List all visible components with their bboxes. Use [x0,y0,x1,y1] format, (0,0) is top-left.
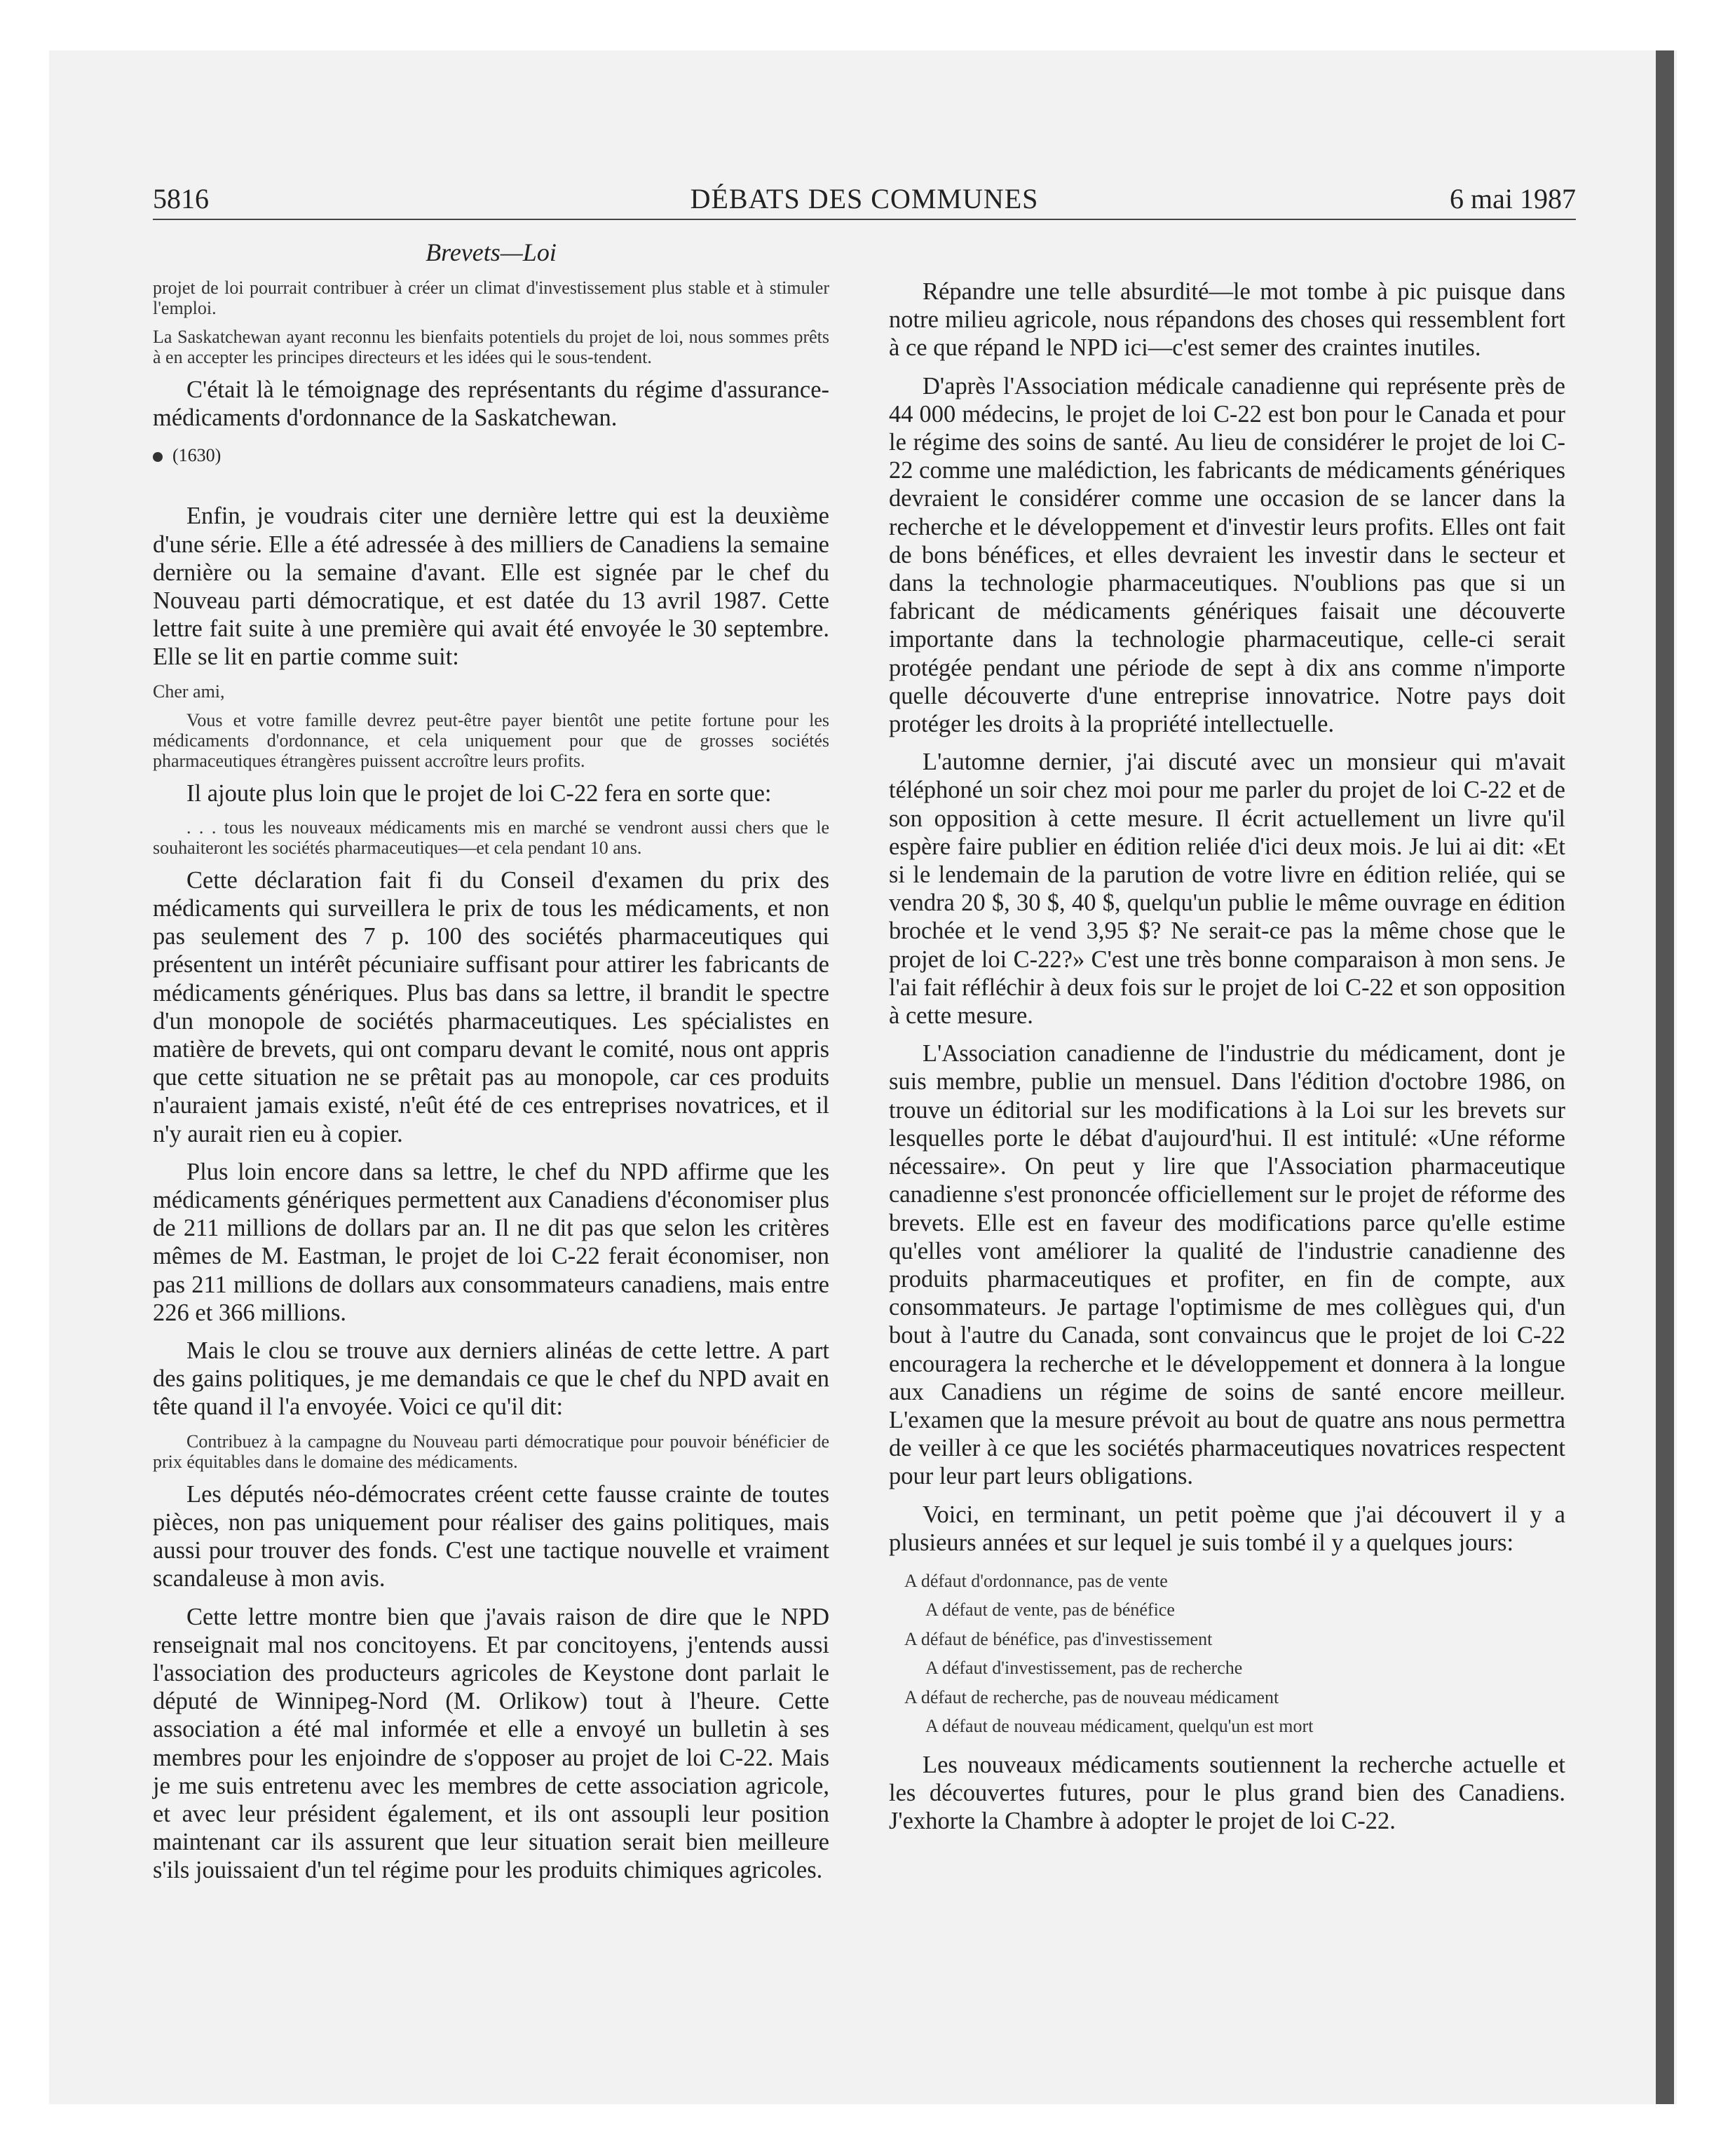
poem-line: A défaut de vente, pas de bénéfice [925,1599,1175,1621]
right-column [889,278,1565,1845]
paragraph: L'Association canadienne de l'industrie du médicament, dont je suis membre, publie un mensuel. Dans l'édition d'octobre 1986, on trouve un éditorial sur les modifications à la Loi sur les brevets sur lesquelles porte le débat d'aujourd'hui. Il est intitulé: «Une réforme nécessaire». On peut y lire que l'Association pharmaceutique canadienne s'est prononcée officiellement sur le projet de réforme des brevets. Elle est en faveur des modifications parce qu'elle estime qu'elles vont améliorer la qualité de l'industrie canadienne des produits pharmaceutiques et profiter, en fin de compte, aux consommateurs. Je partage l'optimisme de mes collègues qui, d'un bout à l'autre du Canada, sont convaincus que le projet de loi C-22 encouragera la recherche et le développement et donnera à la longue aux Canadiens un régime de soins de santé encore meilleur. L'examen que la mesure prévoit au bout de quatre ans nous permettra de veiller à ce que les sociétés pharmaceutiques novatrices respectent pour leur part leurs obligations. [889,1040,1565,1490]
quote-block: projet de loi pourrait contribuer à créer un climat d'investissement plus stable et à stimuler l'emploi. [153,278,829,318]
quote-block: Contribuez à la campagne du Nouveau parti démocratique pour pouvoir bénéficier de prix équitables dans le domaine des médicaments. [153,1431,829,1472]
paragraph: C'était là le témoignage des représentants du régime d'assurance-médicaments d'ordonnance de la Saskatchewan. [153,376,829,432]
poem-line: A défaut d'ordonnance, pas de vente [904,1570,1168,1591]
paragraph: D'après l'Association médicale canadienne qui représente près de 44 000 médecins, le projet de loi C-22 est bon pour le Canada et pour le régime des soins de santé. Au lieu de considérer le projet de loi C-22 comme une malédiction, les fabricants de médicaments génériques devraient le considérer comme une occasion de se lancer dans la recherche et le développement et d'investir leurs profits. Elles ont fait de bons bénéfices, et elles devraient les investir dans le secteur et dans la technologie pharmaceutiques. N'oublions pas que si un fabricant de médicaments génériques faisait une découverte importante dans la technologie pharmaceutique, celle-ci serait protégée pendant une période de sept à dix ans comme n'importe quelle découverte d'une entreprise innovatrice. Notre pays doit protéger les droits à la propriété intellectuelle. [889,372,1565,738]
quote-block: La Saskatchewan ayant reconnu les bienfaits potentiels du projet de loi, nous sommes prêts à en accepter les principes directeurs et les idées qui le sous-tendent. [153,327,829,367]
scan-edge-bar [1656,50,1674,2104]
poem-line: A défaut de nouveau médicament, quelqu'un est mort [925,1716,1314,1737]
paragraph: Les députés néo-démocrates créent cette fausse crainte de toutes pièces, non pas uniquement pour réaliser des gains politiques, mais aussi pour trouver des fonds. C'est une tactique nouvelle et vraiment scandaleuse à mon avis. [153,1480,829,1592]
page-date: 6 mai 1987 [1450,183,1576,214]
timestamp-marker [153,442,829,470]
paragraph: Cette lettre montre bien que j'avais raison de dire que le NPD renseignait mal nos concitoyens. Et par concitoyens, j'entends aussi l'association des producteurs agricoles de Keystone dont parlait le député de Winnipeg-Nord (M. Orlikow) tout à l'heure. Cette association a été mal informée et elle a envoyé un bulletin à ses membres pour les enjoindre de s'opposer au projet de loi C-22. Mais je me suis entretenu avec les membres de cette association agricole, et avec leur président également, et ils ont assoupli leur position maintenant car ils assurent que leur situation serait bien meilleure s'ils jouissaient d'un tel régime pour les produits chimiques agricoles. [153,1603,829,1884]
paragraph: Mais le clou se trouve aux derniers alinéas de cette lettre. A part des gains politiques, je me demandais ce que le chef du NPD avait en tête quand il l'a envoyée. Voici ce qu'il dit: [153,1337,829,1421]
quote-block: . . . tous les nouveaux médicaments mis en marché se vendront aussi chers que le souhaiteront les sociétés pharmaceutiques—et cela pendant 10 ans. [153,817,829,858]
subject-heading: Brevets—Loi [426,238,557,266]
quote-block: Vous et votre famille devrez peut-être payer bientôt une petite fortune pour les médicaments d'ordonnance, et cela uniquement pour que de grosses sociétés pharmaceutiques étrangères puissent accroître leurs profits. [153,709,829,771]
paragraph: Il ajoute plus loin que le projet de loi C-22 fera en sorte que: [186,779,772,807]
paragraph: Répandre une telle absurdité—le mot tombe à pic puisque dans notre milieu agricole, nous répandons des choses qui ressemblent fort à ce que répand le NPD ici—c'est semer des craintes inutiles. [889,278,1565,362]
bullet-icon [153,452,163,462]
page-header [153,179,1576,220]
poem-line: A défaut de recherche, pas de nouveau médicament [904,1686,1279,1707]
paragraph: Les nouveaux médicaments soutiennent la recherche actuelle et les découvertes futures, pour le plus grand bien des Canadiens. J'exhorte la Chambre à adopter le projet de loi C-22. [889,1751,1565,1835]
paragraph: Enfin, je voudrais citer une dernière lettre qui est la deuxième d'une série. Elle a été adressée à des milliers de Canadiens la semaine dernière ou la semaine d'avant. Elle est signée par le chef du Nouveau parti démocratique, et est datée du 13 avril 1987. Cette lettre fait suite à une première qui avait été envoyée le 30 septembre. Elle se lit en partie comme suit: [153,503,829,671]
paragraph: Cette déclaration fait fi du Conseil d'examen du prix des médicaments qui surveillera le prix de tous les médicaments, et non pas seulement des 7 p. 100 des sociétés pharmaceutiques qui présentent un intérêt pécuniaire suffisant pour attirer les fabricants de médicaments génériques. Plus bas dans sa lettre, il brandit le spectre d'un monopole de sociétés pharmaceutiques. Les spécialistes en matière de brevets, qui ont comparu devant le comité, nous ont appris que cette situation ne se prêtait pas au monopole, car ces produits n'auraient jamais existé, n'eût été de ces entreprises novatrices, et il n'y aurait rien eu à copier. [153,866,829,1147]
page-number: 5816 [153,183,209,214]
quote-block: Cher ami, [153,681,225,702]
poem-line: A défaut d'investissement, pas de recherche [925,1658,1243,1679]
left-column [153,278,829,1895]
poem [889,1567,1565,1741]
timestamp-text: (1630) [172,445,222,466]
paragraph: L'automne dernier, j'ai discuté avec un monsieur qui m'avait téléphoné un soir chez moi pour me parler du projet de loi C-22 et de son opposition à cette mesure. Il écrit actuellement un livre qu'il espère faire publier en édition reliée d'ici deux mois. Je lui ai dit: «Et si le lendemain de la parution de votre livre en édition reliée, qui se vendra 20 $, 30 $, 40 $, quelqu'un publie le même ouvrage en édition brochée et le vend 3,95 $? Ne serait-ce pas la même chose que le projet de loi C-22?» C'est une très bonne comparaison à mon sens. Je l'ai fait réfléchir à deux fois sur le projet de loi C-22 et son opposition à cette mesure. [889,749,1565,1030]
paragraph: Voici, en terminant, un petit poème que j'ai découvert il y a plusieurs années et sur lequel je suis tombé il y a quelques jours: [889,1501,1565,1556]
publication-title: DÉBATS DES COMMUNES [690,183,1039,214]
paragraph: Plus loin encore dans sa lettre, le chef du NPD affirme que les médicaments génériques permettent aux Canadiens d'économiser plus de 211 millions de dollars par an. Il ne dit pas que selon les critères mêmes de M. Eastman, le projet de loi C-22 ferait économiser, non pas 211 millions de dollars aux consommateurs canadiens, mais entre 226 et 366 millions. [153,1158,829,1326]
poem-line: A défaut de bénéfice, pas d'investissement [904,1628,1213,1649]
